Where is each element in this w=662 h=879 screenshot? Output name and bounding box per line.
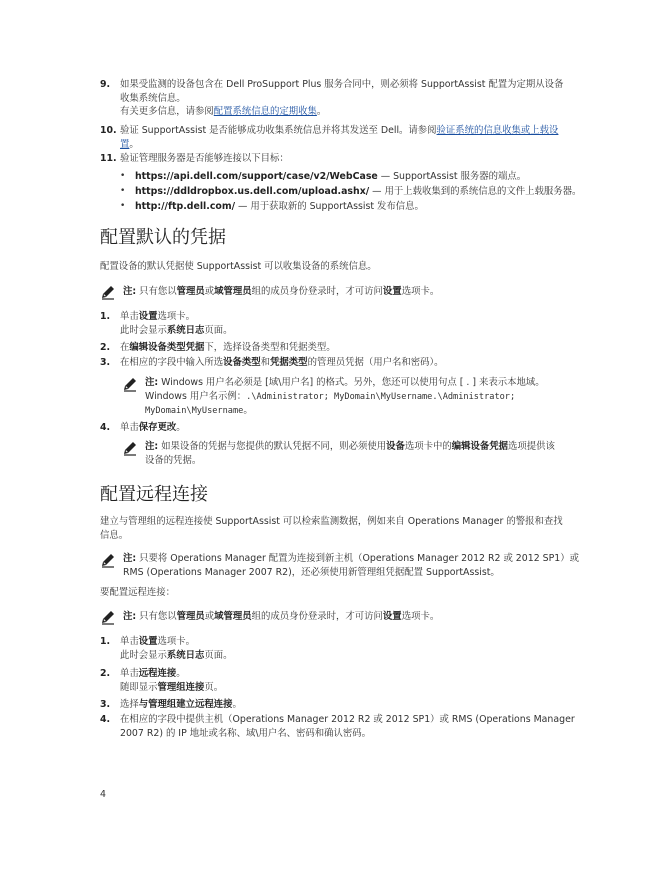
bullet-item: https://ddldropbox.us.dell.com/upload.ashx/ — 用于上载收集到的系统信息的文件上载服务器。 [135, 186, 582, 197]
step-text: 在编辑设备类型凭据下，选择设备类型和凭据类型。 [120, 342, 336, 353]
section-intro: 建立与管理组的远程连接使 SupportAssist 可以检索监测数据，例如来自 Operations Manager 的警报和查找 信息。 [100, 516, 563, 541]
step-text: 如果受监测的设备包含在 Dell ProSupport Plus 服务合同中，则必须将 SupportAssist 配置为定期从设备 收集系统信息。 有关更多信息，请参阅配置系统信息的定期收集。 [120, 79, 564, 117]
link-verify-collection-cont[interactable]: 置 [120, 138, 130, 150]
note-pencil-icon [100, 609, 116, 625]
step-number: 11. [100, 153, 117, 164]
note-pencil-icon [100, 284, 116, 300]
bullet: • [120, 201, 126, 211]
note-pencil-icon [100, 552, 116, 568]
step-text: 选择与管理组建立远程连接。 [120, 699, 242, 710]
bullet-item: http://ftp.dell.com/ — 用于获取新的 SupportAssist 发布信息。 [135, 201, 424, 212]
step-text: 验证管理服务器是否能够连接以下目标： [120, 153, 289, 164]
step-number: 3. [100, 699, 111, 710]
step-text: 在相应的字段中输入所选设备类型和凭据类型的管理员凭据（用户名和密码）。 [120, 357, 444, 368]
step-text: 单击远程连接。 随即显示管理组连接页。 [120, 668, 224, 693]
step-text: 单击保存更改。 [120, 422, 186, 433]
section-heading: 配置远程连接 [100, 484, 208, 505]
bullet: • [120, 171, 126, 181]
note-text: 注: 只有您以管理员或域管理员组的成员身份登录时，才可访问设置选项卡。 [123, 286, 440, 297]
step-number: 4. [100, 422, 111, 433]
note-pencil-icon [122, 376, 138, 392]
note-pencil-icon [122, 440, 138, 456]
note-text: 注: Windows 用户名必须是 [域\用户名] 的格式。另外，您还可以使用句点 [ . ] 来表示本地域。 Windows 用户名示例：.\Administrator; MyDomain\MyUsername.\Administrator; MyDomain\MyUsername。 [145, 377, 545, 416]
section-intro: 配置设备的默认凭据使 SupportAssist 可以收集设备的系统信息。 [100, 261, 377, 272]
step-text: 验证 SupportAssist 是否能够成功收集系统信息并将其发送至 Dell。请参阅验证系统的信息收集或上载设 置。 [120, 125, 559, 150]
step-number: 9. [100, 79, 111, 90]
step-number: 2. [100, 668, 111, 679]
link-periodic-collection[interactable]: 配置系统信息的定期收集 [213, 106, 317, 117]
section-heading: 配置默认的凭据 [100, 227, 226, 248]
step-text: 单击设置选项卡。 此时会显示系统日志页面。 [120, 636, 233, 661]
step-number: 10. [100, 125, 117, 136]
step-text: 单击设置选项卡。 此时会显示系统日志页面。 [120, 311, 233, 336]
lead-text: 要配置远程连接： [100, 587, 176, 598]
step-number: 1. [100, 311, 111, 322]
step-number: 3. [100, 357, 111, 368]
note-text: 注: 如果设备的凭据与您提供的默认凭据不同，则必须使用设备选项卡中的编辑设备凭据选项提供该 设备的凭据。 [145, 441, 555, 466]
step-number: 1. [100, 636, 111, 647]
bullet: • [120, 186, 126, 196]
step-text: 在相应的字段中提供主机（Operations Manager 2012 R2 或 2012 SP1）或 RMS (Operations Manager 2007 R2) 的 IP 地址或名称、域\用户名、密码和确认密码。 [120, 714, 575, 739]
bullet-item: https://api.dell.com/support/case/v2/WebCase — SupportAssist 服务器的端点。 [135, 171, 527, 182]
page-number: 4 [100, 789, 106, 800]
step-number: 2. [100, 342, 111, 353]
note-text: 注: 只要将 Operations Manager 配置为连接到新主机（Operations Manager 2012 R2 或 2012 SP1）或 RMS (Operations Manager 2007 R2)，还必须使用新管理组凭据配置 SupportAssist。 [123, 553, 579, 578]
link-verify-collection[interactable]: 验证系统的信息收集或上载设 [436, 125, 559, 136]
note-text: 注: 只有您以管理员或域管理员组的成员身份登录时，才可访问设置选项卡。 [123, 611, 440, 622]
step-number: 4. [100, 714, 111, 725]
